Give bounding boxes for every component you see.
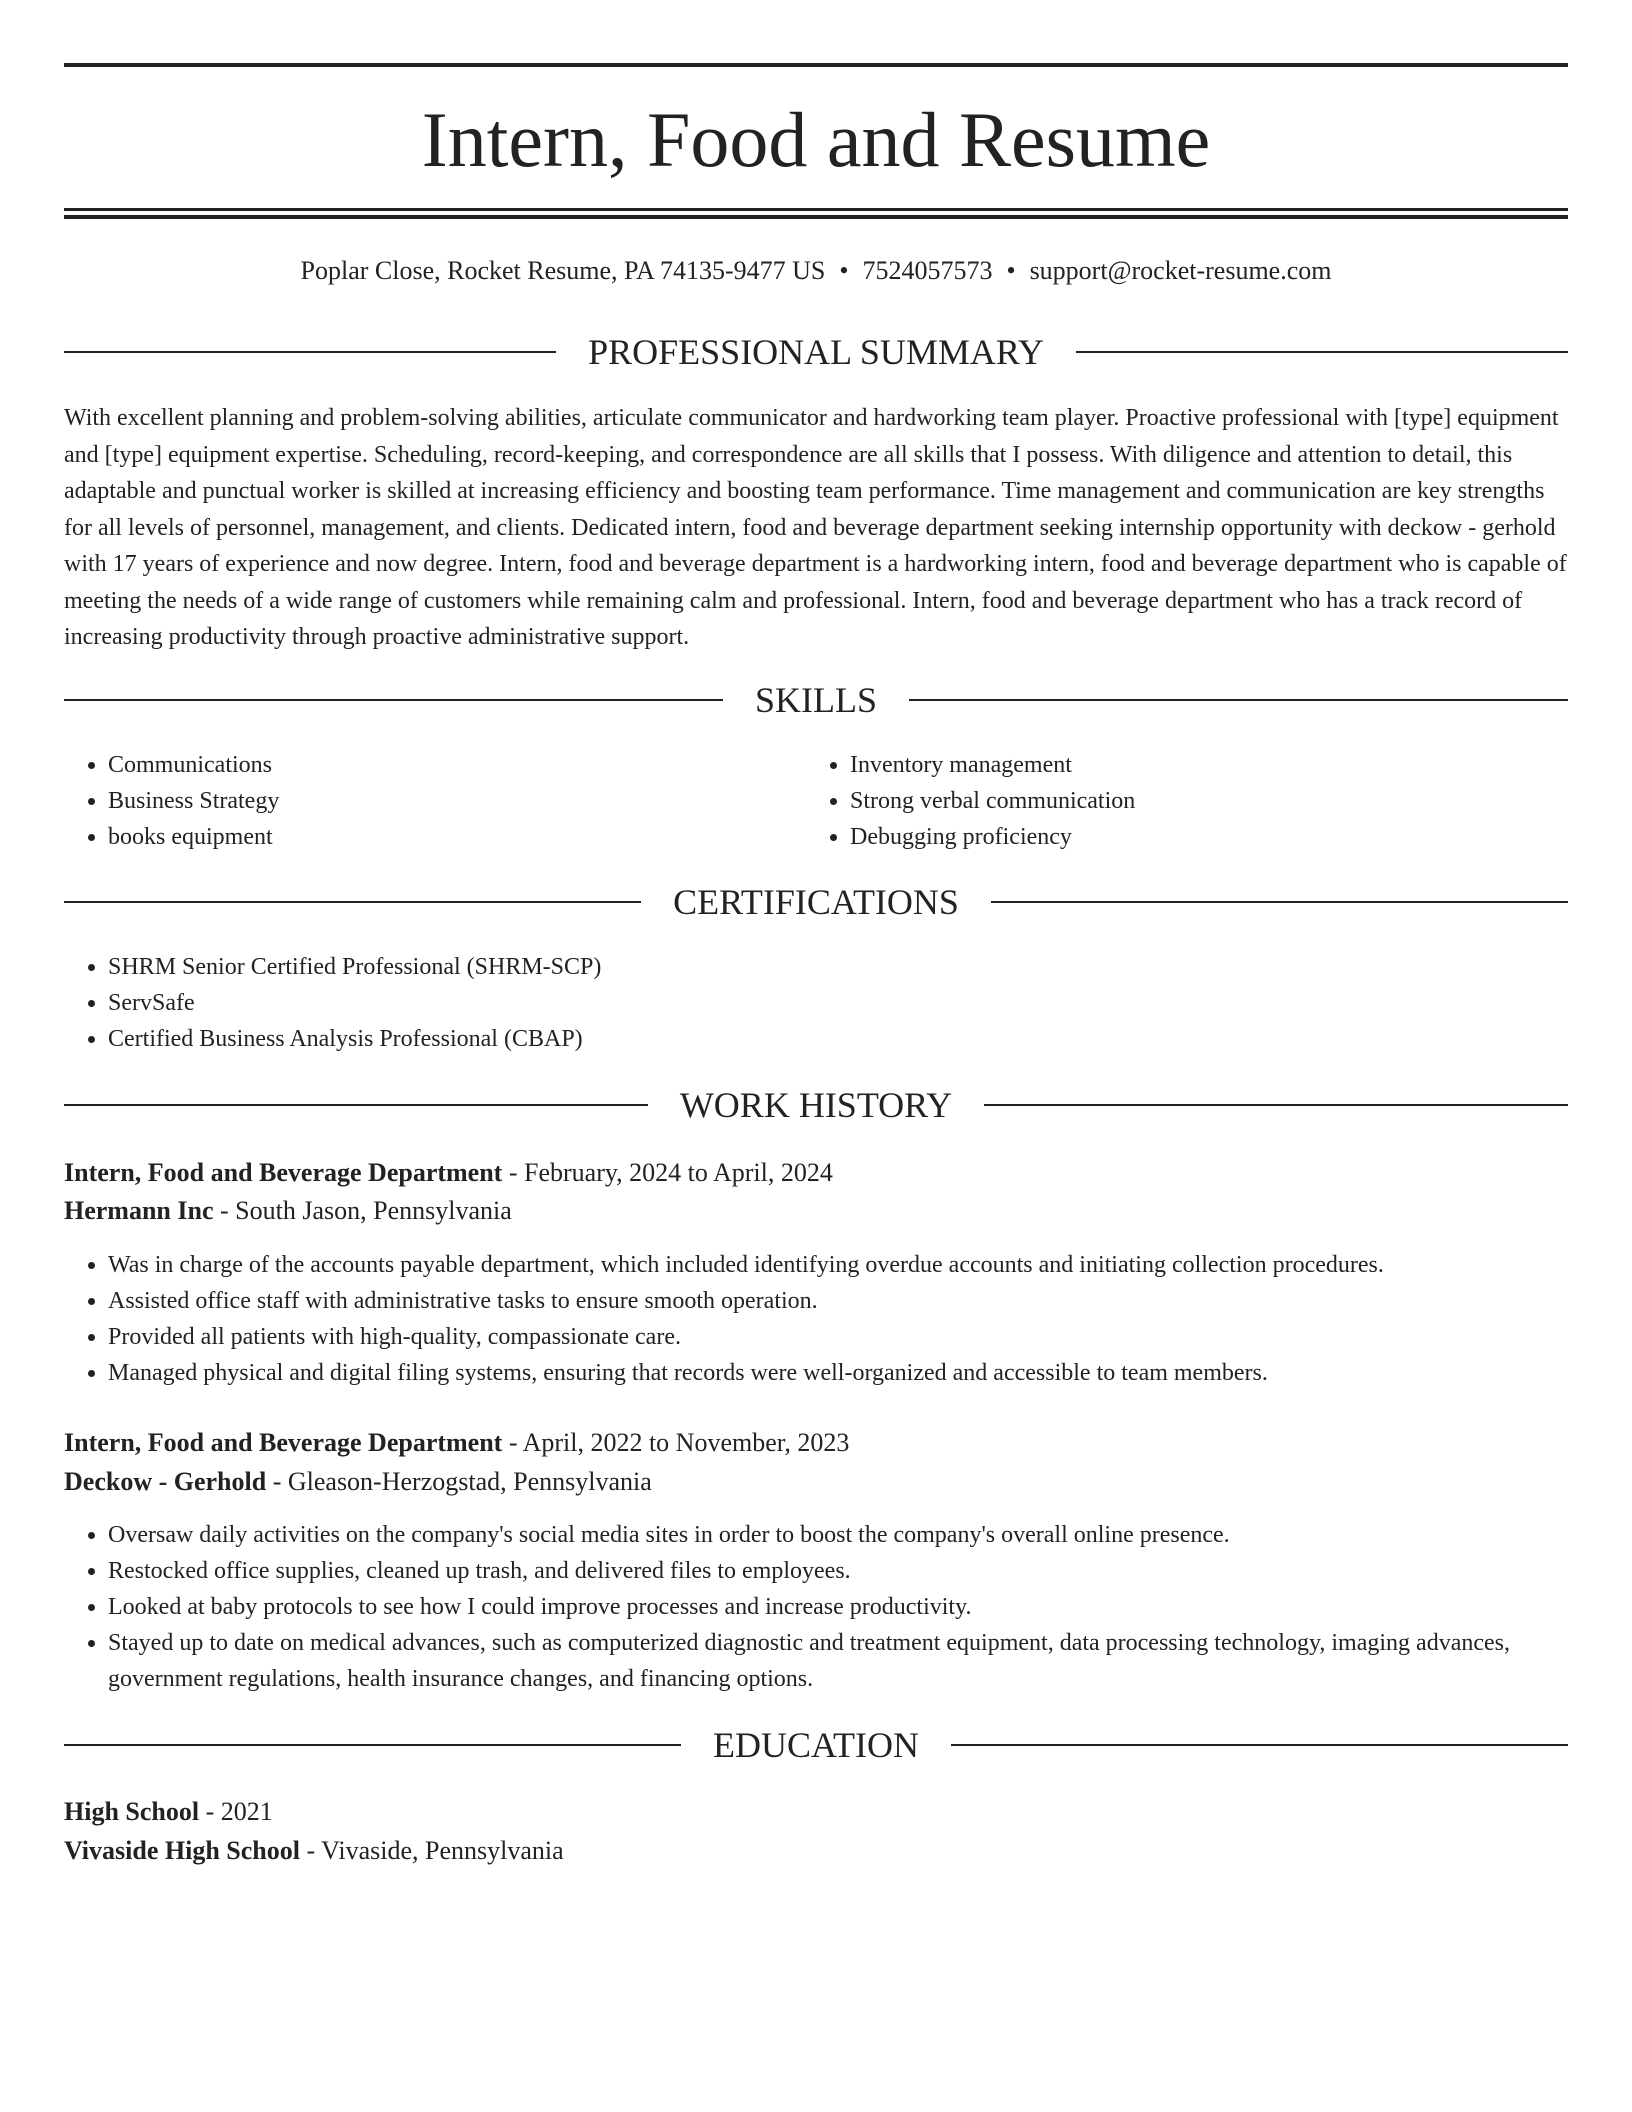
section-title: WORK HISTORY	[679, 1085, 953, 1125]
company-location: - Gleason-Herzogstad, Pennsylvania	[266, 1467, 652, 1496]
contact-line	[64, 253, 1568, 289]
duty-item: • Managed physical and digital filing systems, ensuring that records were well-organized and accessible to team members.	[108, 1355, 1568, 1391]
duty-item: • Was in charge of the accounts payable department, which included identifying overdue accounts and initiating collection procedures.	[108, 1247, 1568, 1283]
duty-item: • Restocked office supplies, cleaned up trash, and delivered files to employees.	[108, 1553, 1568, 1589]
skill-item: • Strong verbal communication	[850, 783, 1550, 819]
section-title: EDUCATION	[713, 1725, 919, 1765]
degree: High School	[64, 1797, 200, 1826]
skills-list-left	[64, 747, 808, 855]
company-location: - South Jason, Pennsylvania	[213, 1196, 512, 1225]
section-heading-skills	[64, 676, 1568, 724]
section-heading-certifications	[64, 878, 1568, 926]
school-name: Vivaside High School	[64, 1836, 300, 1865]
duty-item: • Assisted office staff with administrative tasks to ensure smooth operation.	[108, 1283, 1568, 1319]
job-title-line	[64, 1424, 1568, 1462]
skill-item: • books equipment	[108, 819, 808, 855]
heading-rule	[64, 901, 641, 903]
certification-item: • ServSafe	[108, 985, 1108, 1021]
duty-item: • Looked at baby protocols to see how I could improve processes and increase productivity.	[108, 1589, 1568, 1625]
education-degree-line	[64, 1793, 1568, 1831]
job-duties-list	[64, 1247, 1568, 1391]
heading-rule	[64, 1104, 648, 1106]
heading-rule	[951, 1744, 1568, 1746]
education-school-line	[64, 1832, 1568, 1870]
duty-item: • Oversaw daily activities on the company's social media sites in order to boost the company's overall online presence.	[108, 1517, 1568, 1553]
section-heading-education	[64, 1721, 1568, 1769]
heading-rule	[984, 1104, 1568, 1106]
double-rule	[64, 208, 1568, 219]
section-title: SKILLS	[755, 680, 878, 720]
contact-separator: •	[1006, 256, 1016, 285]
phone: 7524057573	[862, 256, 993, 285]
job-dates: - February, 2024 to April, 2024	[502, 1158, 833, 1187]
heading-rule	[64, 1744, 681, 1746]
job-title: Intern, Food and Beverage Department	[64, 1158, 503, 1187]
skill-item: • Business Strategy	[108, 783, 808, 819]
company-name: Deckow - Gerhold	[64, 1467, 267, 1496]
duty-item: • Stayed up to date on medical advances, such as computerized diagnostic and treatment equipment, data processing technology, imaging advances, government regulations, health insurance changes, and financing options.	[108, 1625, 1568, 1697]
heading-rule	[991, 901, 1568, 903]
school-location: - Vivaside, Pennsylvania	[299, 1836, 564, 1865]
heading-rule	[1076, 351, 1568, 353]
address: Poplar Close, Rocket Resume, PA 74135-9477 US	[300, 256, 826, 285]
certifications-list	[64, 949, 1108, 1057]
section-title: PROFESSIONAL SUMMARY	[588, 332, 1044, 372]
job-title-line	[64, 1154, 1568, 1192]
job-company-line	[64, 1192, 1568, 1230]
job-dates: - April, 2022 to November, 2023	[502, 1428, 850, 1457]
section-heading-work-history	[64, 1081, 1568, 1129]
heading-rule	[909, 699, 1568, 701]
certification-item: • SHRM Senior Certified Professional (SHRM-SCP)	[108, 949, 1108, 985]
section-title: CERTIFICATIONS	[673, 882, 959, 922]
company-name: Hermann Inc	[64, 1196, 214, 1225]
job-duties-list	[64, 1517, 1568, 1697]
heading-rule	[64, 351, 556, 353]
top-rule	[64, 63, 1568, 67]
job-title: Intern, Food and Beverage Department	[64, 1428, 503, 1457]
candidate-name: Intern, Food and Resume	[421, 96, 1211, 183]
email: support@rocket-resume.com	[1029, 256, 1332, 285]
summary-text: With excellent planning and problem-solving abilities, articulate communicator and hardworking team player. Proactive professional with [type] equipment and [type] equipment expertise. Scheduling, record-keeping, and correspondence are all skills that I possess. With diligence and attention to detail, this adaptable and punctual worker is skilled at increasing efficiency and boosting team performance. Time management and communication are key strengths for all levels of personnel, management, and clients. Dedicated intern, food and beverage department seeking internship opportunity with deckow - gerhold with 17 years of experience and now degree. Intern, food and beverage department is a hardworking intern, food and beverage department who is capable of meeting the needs of a wide range of customers while remaining calm and professional. Intern, food and beverage department who has a track record of increasing productivity through proactive administrative support.	[64, 405, 1567, 650]
skills-list-right	[806, 747, 1550, 855]
duty-item: • Provided all patients with high-quality, compassionate care.	[108, 1319, 1568, 1355]
skill-item: • Inventory management	[850, 747, 1550, 783]
skill-item: • Debugging proficiency	[850, 819, 1550, 855]
certification-item: • Certified Business Analysis Professional (CBAP)	[108, 1021, 1108, 1057]
heading-rule	[64, 699, 723, 701]
graduation-year: - 2021	[199, 1797, 273, 1826]
section-heading-summary	[64, 328, 1568, 376]
job-company-line	[64, 1463, 1568, 1501]
skill-item: • Communications	[108, 747, 808, 783]
contact-separator: •	[839, 256, 849, 285]
